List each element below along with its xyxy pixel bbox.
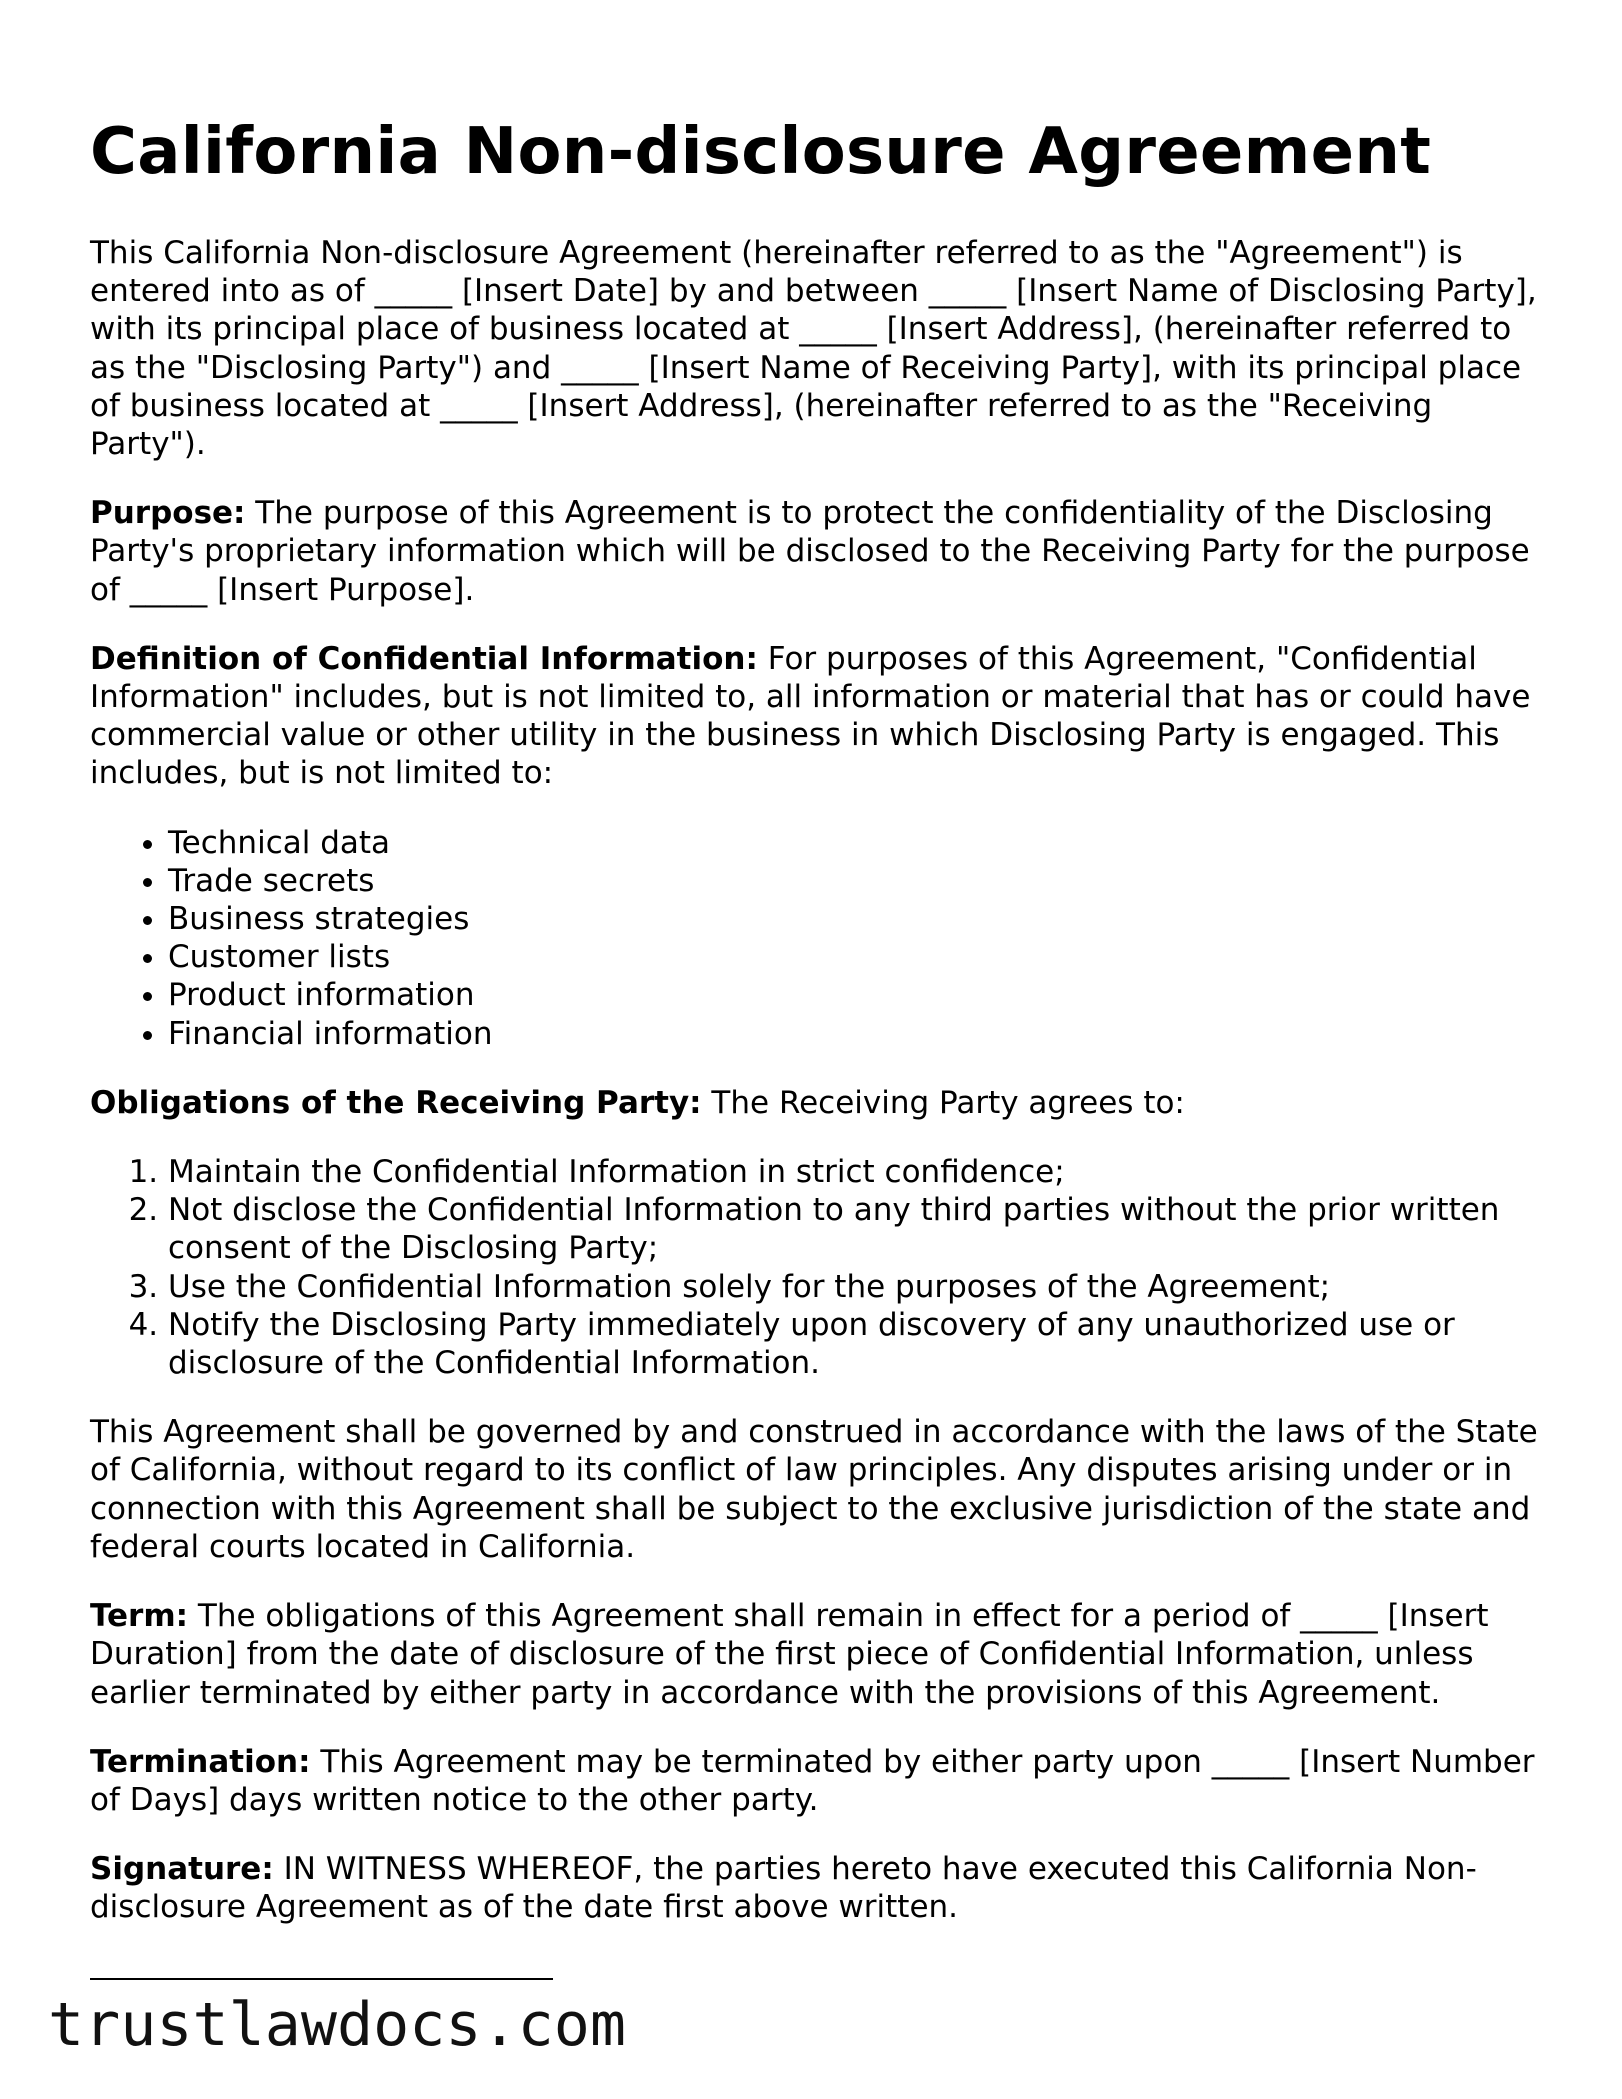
list-item: • Product information (168, 976, 1550, 1014)
obligations-label: Obligations of the Receiving Party: (90, 1084, 702, 1121)
signature-paragraph (90, 1850, 1550, 1926)
governing-law-paragraph: This Agreement shall be governed by and construed in accordance with the laws of the State of California, without regard to its conflict of law principles. Any disputes arising under or in connection with this Agreement shall be subject to the exclusive jurisdiction of the state and federal courts located in California. (90, 1414, 1538, 1565)
obligations-text: The Receiving Party agrees to: (701, 1084, 1185, 1121)
obligation-items-list (90, 1153, 1550, 1382)
list-item: • Customer lists (168, 938, 1550, 976)
term-text: The obligations of this Agreement shall remain in effect for a period of _____ [Insert Duration] from the date of disclosure of the first piece of Confidential Information, unless earlier terminated by either party in accordance with the provisions of this Agreement. (90, 1598, 1489, 1711)
watermark-text: trustlawdocs.com (48, 1990, 626, 2060)
definition-paragraph (90, 640, 1550, 793)
document-title: California Non-disclosure Agreement (90, 115, 1432, 189)
signature-label: Signature: (90, 1851, 274, 1888)
list-item: 4. Notify the Disclosing Party immediately upon discovery of any unauthorized use or disclosure of the Confidential Information. (168, 1306, 1550, 1382)
purpose-text: The purpose of this Agreement is to protect the confidentiality of the Disclosing Party's proprietary information which will be disclosed to the Receiving Party for the purpose of _____ [Insert Purpose]. (90, 495, 1530, 608)
definition-text: For purposes of this Agreement, "Confidential Information" includes, but is not limited to, all information or material that has or could have commercial value or other utility in the business in which Disclosing Party is engaged. This includes, but is not limited to: (90, 640, 1531, 792)
confidential-items-list (90, 824, 1550, 1053)
list-item: 1. Maintain the Confidential Information in strict confidence; (168, 1153, 1550, 1191)
term-paragraph (90, 1597, 1550, 1712)
termination-label: Termination: (90, 1743, 311, 1780)
term-label: Term: (90, 1598, 189, 1635)
list-item: • Business strategies (168, 900, 1550, 938)
purpose-label: Purpose: (90, 495, 246, 532)
signature-line (90, 1978, 553, 1980)
list-item: 3. Use the Confidential Information solely for the purposes of the Agreement; (168, 1268, 1550, 1306)
definition-label: Definition of Confidential Information: (90, 640, 758, 677)
signature-text: IN WITNESS WHEREOF, the parties hereto have executed this California Non-disclosure Agreement as of the date first above written. (90, 1851, 1477, 1926)
obligations-paragraph (90, 1084, 1550, 1122)
purpose-paragraph (90, 494, 1550, 609)
list-item: • Trade secrets (168, 862, 1550, 900)
termination-paragraph (90, 1743, 1550, 1819)
termination-text: This Agreement may be terminated by either party upon _____ [Insert Number of Days] days written notice to the other party. (90, 1743, 1535, 1818)
list-item: 2. Not disclose the Confidential Information to any third parties without the prior written consent of the Disclosing Party; (168, 1191, 1550, 1267)
list-item: • Financial information (168, 1015, 1550, 1053)
list-item: • Technical data (168, 824, 1550, 862)
intro-paragraph: This California Non-disclosure Agreement (hereinafter referred to as the "Agreement") is entered into as of _____ [Insert Date] by and between _____ [Insert Name of Disclosing Party], with its principal place of business located at _____ [Insert Address], (hereinafter referred to as the "Disclosing Party") and _____ [Insert Name of Receiving Party], with its principal place of business located at _____ [Insert Address], (hereinafter referred to as the "Receiving Party"). (90, 235, 1537, 463)
document-page (90, 108, 1550, 1958)
